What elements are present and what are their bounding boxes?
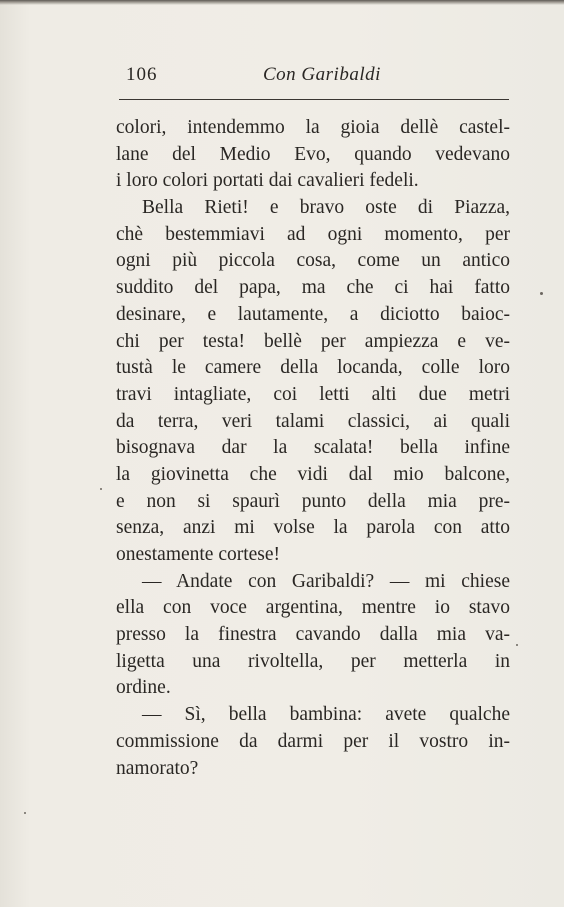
text-line: suddito del papa, ma che ci hai fatto [116, 277, 510, 299]
header-rule [119, 99, 509, 100]
text-line: ordine. [116, 677, 171, 699]
text-line: travi intagliate, coi letti alti due metri [116, 383, 510, 405]
text-line: namorato? [116, 757, 199, 779]
text-line: senza, anzi mi volse la parola con atto [116, 517, 510, 539]
paper-speck [516, 644, 518, 646]
text-line: ligetta una rivoltella, per metterla in [116, 650, 510, 672]
page-top-edge [0, 0, 564, 5]
text-line: chi per testa! bellè per ampiezza e ve- [116, 330, 510, 352]
text-line: i loro colori portati dai cavalieri fedeli. [116, 170, 419, 192]
page-header [121, 64, 509, 92]
text-line: Bella Rieti! e bravo oste di Piazza, [142, 197, 510, 219]
text-line: commissione da darmi per il vostro in- [116, 730, 510, 752]
paper-speck [540, 292, 543, 295]
text-line: bisognava dar la scalata! bella infine [116, 437, 510, 459]
text-line: onestamente cortese! [116, 544, 281, 565]
text-line: colori, intendemmo la gioia dellè castel- [116, 117, 510, 138]
body-text [116, 115, 510, 782]
paper-speck [24, 812, 26, 814]
page-number: 106 [126, 64, 158, 85]
running-title: Con Garibaldi [263, 64, 381, 85]
paper-speck [100, 488, 102, 490]
text-line: desinare, e lautamente, a diciotto baioc- [116, 303, 510, 325]
text-line: ella con voce argentina, mentre io stavo [116, 597, 510, 619]
text-line: chè bestemmiavi ad ogni momento, per [116, 223, 510, 245]
text-line: da terra, veri talami classici, ai quali [116, 410, 510, 432]
text-line: lane del Medio Evo, quando vedevano [116, 143, 510, 165]
text-line: tustà le camere della locanda, colle loro [116, 357, 510, 379]
text-line: presso la finestra cavando dalla mia va- [116, 624, 510, 646]
text-line: la giovinetta che vidi dal mio balcone, [116, 463, 510, 485]
text-line: e non si spaurì punto della mia pre- [116, 490, 510, 512]
text-line: — Sì, bella bambina: avete qualche [142, 704, 510, 726]
text-line: — Andate con Garibaldi? — mi chiese [142, 570, 510, 592]
text-line: ogni più piccola cosa, come un antico [116, 250, 510, 272]
